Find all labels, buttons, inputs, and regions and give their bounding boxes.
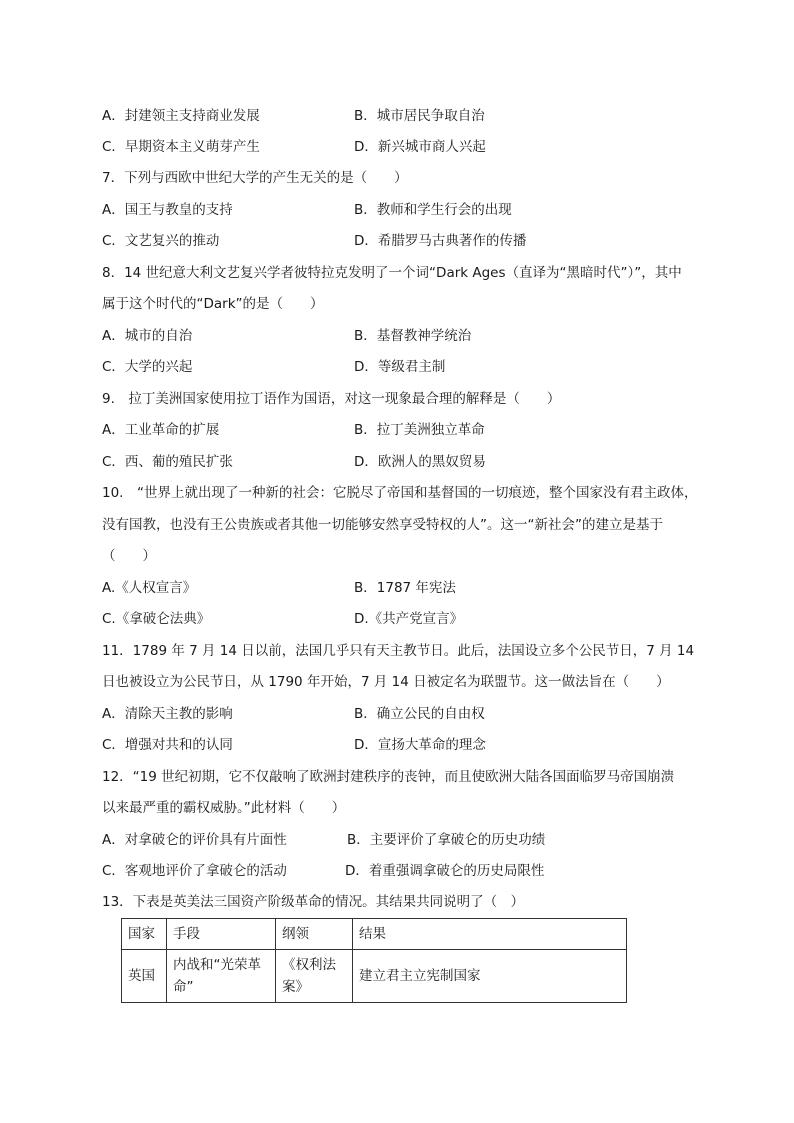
q13-stem: 13．下表是英美法三国资产阶级革命的情况。其结果共同说明了（ ） — [102, 894, 525, 910]
table-header-cell: 结果 — [353, 919, 627, 950]
q9-stem: 9. 拉丁美洲国家使用拉丁语作为国语，对这一现象最合理的解释是（ ） — [102, 391, 561, 407]
q7-option-d: D．希腊罗马古典著作的传播 — [354, 233, 527, 249]
q11-option-b: B．确立公民的自由权 — [354, 706, 485, 722]
q12-option-b: B．主要评价了拿破仑的历史功绩 — [347, 832, 546, 848]
table-cell-country: 英国 — [122, 950, 167, 1003]
q8-option-d: D．等级君主制 — [354, 359, 446, 375]
q11-option-a: A．清除天主教的影响 — [102, 706, 233, 722]
q10-stem-line1: 10. “世界上就出现了一种新的社会：它脱尽了帝国和基督国的一切痕迹，整个国家没有君主政体， — [102, 485, 698, 501]
table-row — [122, 950, 627, 1003]
q10-option-a: A.《人权宣言》 — [102, 580, 197, 596]
q6-option-b: B．城市居民争取自治 — [354, 108, 485, 124]
q11-option-d: D．宣扬大革命的理念 — [354, 737, 486, 753]
q10-stem-line2: 没有国教，也没有王公贵族或者其他一切能够安然享受特权的人”。这一“新社会”的建立是基于 — [102, 517, 663, 533]
q10-option-c: C.《拿破仑法典》 — [102, 611, 211, 627]
q8-option-c: C．大学的兴起 — [102, 359, 193, 375]
q6-option-d: D．新兴城市商人兴起 — [354, 139, 486, 155]
q12-option-d: D．着重强调拿破仑的历史局限性 — [345, 863, 545, 879]
table-header-cell: 手段 — [167, 919, 276, 950]
q8-option-a: A．城市的自治 — [102, 328, 193, 344]
q10-stem-line3: （ ） — [102, 548, 156, 564]
q6-option-a: A．封建领主支持商业发展 — [102, 108, 260, 124]
q7-option-b: B．教师和学生行会的出现 — [354, 202, 512, 218]
q10-option-d: D.《共产党宣言》 — [354, 611, 464, 627]
revolution-table — [121, 918, 627, 1003]
table-cell-program: 《权利法案》 — [276, 950, 353, 1003]
q12-option-a: A．对拿破仑的评价具有片面性 — [102, 832, 287, 848]
q8-stem-line1: 8．14 世纪意大利文艺复兴学者彼特拉克发明了一个词“Dark Ages（直译为“黑暗时代”）”，其中 — [102, 265, 682, 281]
table-cell-result: 建立君主立宪制国家 — [353, 950, 627, 1003]
q11-stem-line2: 日也被设立为公民节日，从 1790 年开始，7 月 14 日被定名为联盟节。这一做法旨在（ ） — [102, 674, 670, 690]
q7-option-c: C．文艺复兴的推动 — [102, 233, 220, 249]
q12-stem-line2: 以来最严重的霸权威胁。”此材料（ ） — [102, 800, 346, 816]
table-header-row — [122, 919, 627, 950]
q9-option-d: D．欧洲人的黑奴贸易 — [354, 454, 486, 470]
q7-option-a: A．国王与教皇的支持 — [102, 202, 233, 218]
q10-option-b: B．1787 年宪法 — [354, 580, 456, 596]
q12-stem-line1: 12．“19 世纪初期，它不仅敲响了欧洲封建秩序的丧钟，而且使欧洲大陆各国面临罗马帝国崩溃 — [102, 769, 675, 785]
q9-option-a: A．工业革命的扩展 — [102, 422, 220, 438]
q6-option-c: C．早期资本主义萌芽产生 — [102, 139, 260, 155]
q9-option-b: B．拉丁美洲独立革命 — [354, 422, 485, 438]
q7-stem: 7．下列与西欧中世纪大学的产生无关的是（ ） — [102, 170, 408, 186]
q8-option-b: B．基督教神学统治 — [354, 328, 472, 344]
q8-stem-line2: 属于这个时代的“Dark”的是（ ） — [102, 296, 324, 312]
table-header-cell: 国家 — [122, 919, 167, 950]
table-cell-means: 内战和“光荣革命” — [167, 950, 276, 1003]
q9-option-c: C．西、葡的殖民扩张 — [102, 454, 233, 470]
table-header-cell: 纲领 — [276, 919, 353, 950]
q11-stem-line1: 11．1789 年 7 月 14 日以前，法国几乎只有天主教节日。此后，法国设立多个公民节日，7 月 14 — [102, 643, 695, 659]
q11-option-c: C．增强对共和的认同 — [102, 737, 233, 753]
q12-option-c: C．客观地评价了拿破仑的活动 — [102, 863, 287, 879]
